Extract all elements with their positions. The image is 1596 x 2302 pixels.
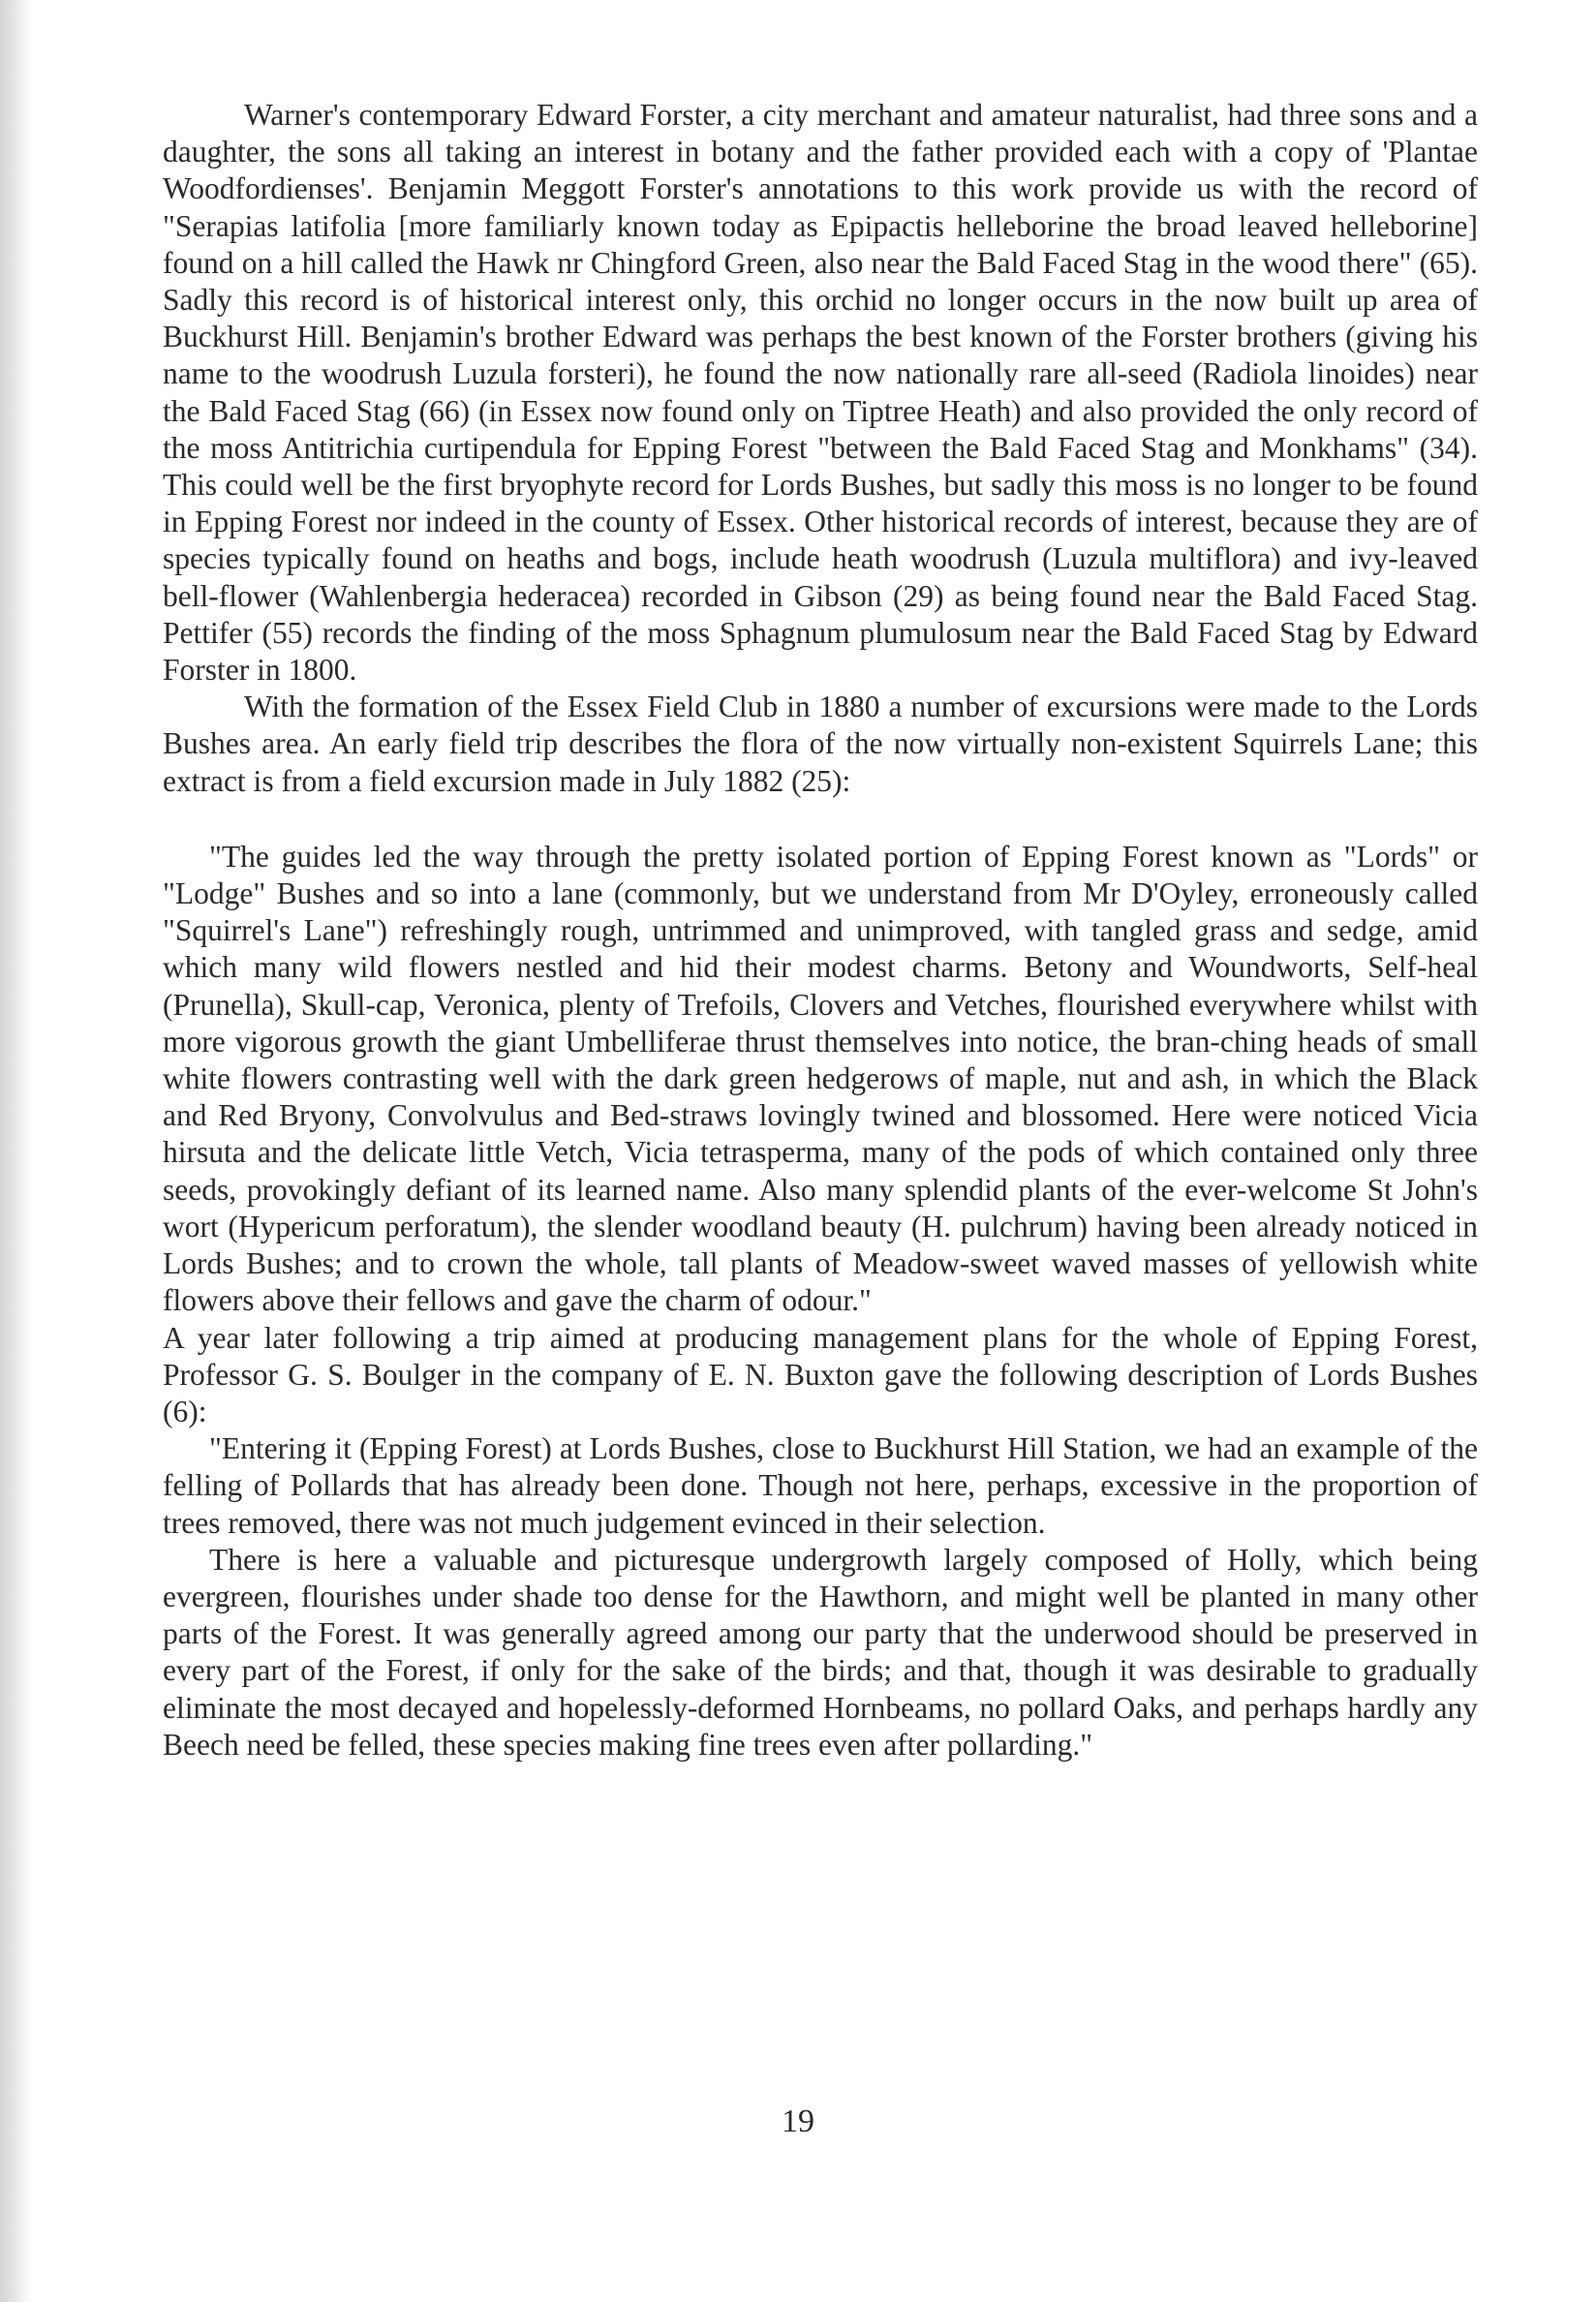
quote-boulger-entering: "Entering it (Epping Forest) at Lords Bushes, close to Buckhurst Hill Station, we had an example of the felling of Pollards that has already been done. Though not here, perhaps, excessive in the proportion of trees removed, there was not much judgement evinced in their selection. [163, 1431, 1478, 1540]
scan-edge-shadow [0, 0, 33, 2302]
quote-boulger-undergrowth: There is here a valuable and picturesque undergrowth largely composed of Holly, which being evergreen, flourishes under shade too dense for the Hawthorn, and might well be planted in many other parts of the Forest. It was generally agreed among our party that the underwood should be preserved in every part of the Forest, if only for the sake of the birds; and that, though it was desirable to gradually eliminate the most decayed and hopelessly-deformed Hornbeams, no pollard Oaks, and perhaps hardly any Beech need be felled, these species making fine trees even after pollarding." [163, 1542, 1478, 1762]
paragraph-boulger-trip: A year later following a trip aimed at producing management plans for the whole of Epping Forest, Professor G. S. Boulger in the company of E. N. Buxton gave the following description of Lords Bushes (6): [163, 1320, 1478, 1428]
paragraph-essex-field-club: With the formation of the Essex Field Club in 1880 a number of excursions were made to the Lords Bushes area. An early field trip describes the flora of the now virtually non-existent Squirrels Lane; this extract is from a field excursion made in July 1882 (25): [163, 690, 1478, 798]
paragraph-spacer [163, 800, 1478, 839]
page-number: 19 [782, 2103, 814, 2139]
paragraph-forster-records: Warner's contemporary Edward Forster, a city merchant and amateur naturalist, had three sons and a daughter, the sons all taking an interest in botany and the father provided each with a copy of 'Plantae Woodfordienses'. Benjamin Meggott Forster's annotations to this work provide us with the record of "Serapias latifolia [more familiarly known today as Epipactis helleborine the broad leaved helleborine] found on a hill called the Hawk nr Chingford Green, also near the Bald Faced Stag in the wood there" (65). Sadly this record is of historical interest only, this orchid no longer occurs in the now built up area of Buckhurst Hill. Benjamin's brother Edward was perhaps the best known of the Forster brothers (giving his name to the woodrush Luzula forsteri), he found the now nationally rare all-seed (Radiola linoides) near the Bald Faced Stag (66) (in Essex now found only on Tiptree Heath) and also provided the only record of the moss Antitrichia curtipendula for Epping Forest "between the Bald Faced Stag and Monkhams" (34). This could well be the first bryophyte record for Lords Bushes, but sadly this moss is no longer to be found in Epping Forest nor indeed in the county of Essex. Other historical records of interest, because they are of species typically found on heaths and bogs, include heath woodrush (Luzula multiflora) and ivy-leaved bell-flower (Wahlenbergia hederacea) recorded in Gibson (29) as being found near the Bald Faced Stag. Pettifer (55) records the finding of the moss Sphagnum plumulosum near the Bald Faced Stag by Edward Forster in 1800. [163, 98, 1478, 688]
page-body [163, 97, 1478, 1764]
quote-field-excursion-1882: "The guides led the way through the pretty isolated portion of Epping Forest known as "Lords" or "Lodge" Bushes and so into a lane (commonly, but we understand from Mr D'Oyley, erroneously called "Squirrel's Lane") refreshingly rough, untrimmed and unimproved, with tangled grass and sedge, amid which many wild flowers nestled and hid their modest charms. Betony and Woundworts, Self-heal (Prunella), Skull-cap, Veronica, plenty of Trefoils, Clovers and Vetches, flourished everywhere whilst with more vigorous growth the giant Umbelliferae thrust themselves into notice, the bran-ching heads of small white flowers contrasting well with the dark green hedgerows of maple, nut and ash, in which the Black and Red Bryony, Convolvulus and Bed-straws lovingly twined and blossomed. Here were noticed Vicia hirsuta and the delicate little Vetch, Vicia tetrasperma, many of the pods of which contained only three seeds, provokingly defiant of its learned name. Also many splendid plants of the ever-welcome St John's wort (Hypericum perforatum), the slender woodland beauty (H. pulchrum) having been already noticed in Lords Bushes; and to crown the whole, tall plants of Meadow-sweet waved masses of yellowish white flowers above their fellows and gave the charm of odour." [163, 839, 1478, 1318]
